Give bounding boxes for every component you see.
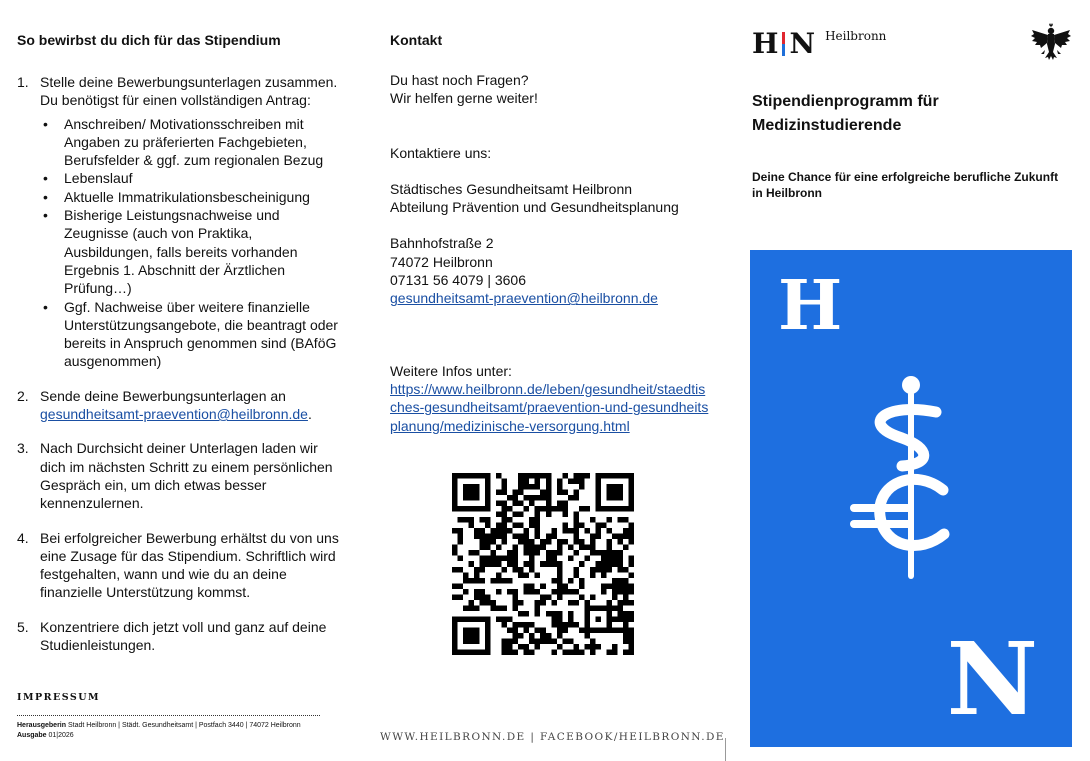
phone: 07131 56 4079 | 3606 (390, 272, 526, 289)
footer-links: WWW.HEILBRONN.DE | FACEBOOK/HEILBRONN.DE (380, 731, 725, 743)
impressum-title: IMPRESSUM (17, 692, 101, 703)
impressum (17, 692, 337, 741)
bullet: • (43, 170, 48, 187)
application-title: So bewirbst du dich für das Stipendium (17, 32, 281, 48)
more-info-link[interactable]: https://www.heilbronn.de/leben/gesundheit/staedtisches-gesundheitsamt/praevention-und-gesundheitsplanung/medizinische-versorgung.html (390, 380, 709, 434)
impressum-publisher: Herausgeberin Stadt Heilbronn | Städt. Gesundheitsamt | Postfach 3440 | 74072 Heilbronn (17, 722, 301, 729)
step-text: Bei erfolgreicher Bewerbung erhältst du von uns eine Zusage für das Stipendium. Schriftlich wird festgehalten, wann und wie du an deine finanzielle Unterstützung kommst. (40, 529, 339, 601)
application-column (17, 31, 342, 670)
bullet: • (43, 298, 48, 315)
heilbronn-logo: H N Heilbronn (752, 27, 887, 60)
org-department: Abteilung Prävention und Gesundheitsplanung (390, 199, 679, 216)
application-steps (17, 73, 342, 654)
step-text: Nach Durchsicht deiner Unterlagen laden wir dich im nächsten Schritt zu einem persönlichen Gespräch ein, um dich etwas besser kennenzulernen. (40, 440, 333, 512)
step-text: Stelle deine Bewerbungsunterlagen zusammen. Du benötigst für einen vollständigen Antrag: (40, 74, 338, 109)
contact-column (390, 31, 710, 435)
address-street: Bahnhofstraße 2 (390, 235, 494, 252)
contact-question: Du hast noch Fragen? (390, 72, 529, 88)
bullet: • (43, 207, 48, 224)
divider (17, 715, 320, 716)
application-email-link[interactable]: gesundheitsamt-praevention@heilbronn.de (40, 406, 308, 423)
brochure-title: Stipendienprogramm für Medizinstudierende (752, 93, 939, 134)
step-4 (17, 529, 342, 602)
address-city: 74072 Heilbronn (390, 253, 493, 270)
step-1 (17, 73, 342, 371)
bullet: • (43, 188, 48, 205)
panel-letter-h: H (778, 266, 843, 346)
contact-email-link[interactable]: gesundheitsamt-praevention@heilbronn.de (390, 290, 658, 307)
documents-list (40, 115, 342, 371)
step-number: 2. (17, 387, 29, 404)
step-number: 4. (17, 529, 29, 546)
step-number: 3. (17, 440, 29, 457)
step-2: 2. Sende deine Bewerbungsunterlagen an gesundheitsamt-praevention@heilbronn.de. (17, 387, 312, 423)
step-3 (17, 439, 342, 512)
step-text: Sende deine Bewerbungsunterlagen an (40, 387, 286, 404)
fold-line (725, 738, 726, 761)
qr-code[interactable] (452, 473, 634, 655)
more-info-label: Weitere Infos unter: (390, 362, 512, 379)
logo-bars (782, 32, 785, 56)
list-item: • Ggf. Nachweise über weitere finanzielle Unterstützungsangebote, die beantragt oder bereits in Anspruch genommen sind (BAföG ausgenommen) (43, 298, 338, 370)
eagle-coat-of-arms-icon (1030, 22, 1072, 64)
impressum-edition: Ausgabe 01|2026 (17, 732, 74, 739)
aesculapian-euro-icon (846, 368, 976, 588)
list-item: • Lebenslauf (43, 170, 133, 187)
brochure-subtitle: Deine Chance für eine erfolgreiche berufliche Zukunft in Heilbronn (752, 170, 1059, 200)
contact-us-label: Kontaktiere uns: (390, 144, 492, 161)
cover-panel (750, 250, 1072, 747)
list-item: • Anschreiben/ Motivationsschreiben mit Angaben zu präferierten Fachgebieten, Berufsfelder & ggf. zum regionalen Bezug (43, 115, 324, 169)
org-name: Städtisches Gesundheitsamt Heilbronn (390, 180, 633, 197)
panel-letter-n: N (946, 620, 1038, 738)
list-item: • Bisherige Leistungsnachweise und Zeugnisse (auch von Praktika, Ausbildungen, falls bereits vorhanden Ergebnis 1. Abschnitt der Ärztlichen Prüfung…) (43, 207, 298, 297)
contact-help: Wir helfen gerne weiter! (390, 90, 538, 107)
step-number: 1. (17, 74, 29, 90)
step-text: Konzentriere dich jetzt voll und ganz auf deine Studienleistungen. (40, 618, 327, 654)
step-number: 5. (17, 618, 29, 635)
bullet: • (43, 115, 48, 132)
step-5 (17, 618, 342, 655)
contact-title: Kontakt (390, 32, 443, 48)
logo-city: Heilbronn (825, 29, 887, 43)
list-item: • Aktuelle Immatrikulationsbescheinigung (43, 188, 310, 205)
